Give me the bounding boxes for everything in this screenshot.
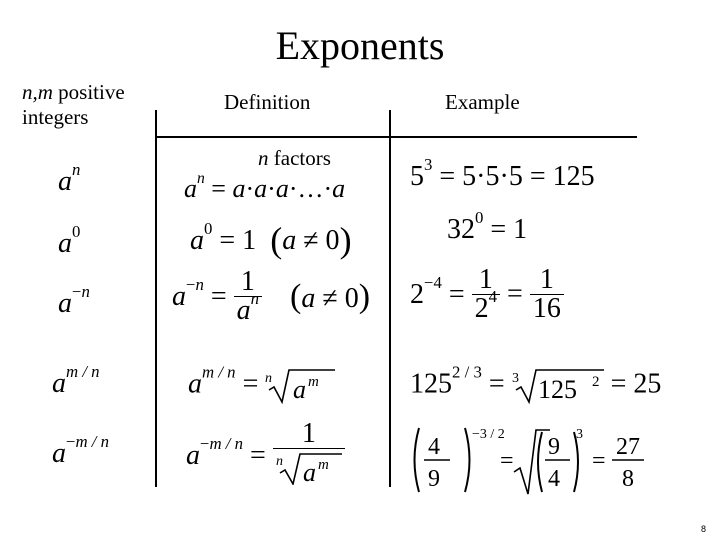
svg-text:125: 125 (537, 375, 577, 404)
svg-text:27: 27 (616, 434, 640, 460)
svg-text:a: a (293, 375, 307, 404)
svg-text:3: 3 (576, 427, 583, 442)
svg-text:4: 4 (548, 466, 560, 492)
svg-text:4: 4 (428, 434, 440, 460)
svg-text:m: m (308, 374, 320, 390)
row-2-example: $32^0 = 1$ (447, 207, 528, 245)
row-1-example: $5^3 = 5\cdot 5\cdot 5 = 125$ (410, 154, 595, 192)
row-5-expression: $a^{-m / n}$ (52, 431, 110, 469)
row-1-expression: $a^n$ (58, 159, 81, 197)
row-4-example: $125^{2 / 3}$ = 3 125 2 = 25 (410, 362, 662, 404)
page-number: 8 (700, 524, 706, 534)
nth-root-symbol (265, 368, 335, 404)
svg-text:n: n (265, 371, 273, 386)
row-4-expression: $a^{m / n}$ (52, 361, 100, 399)
row-3-expression: $a^{-n}$ (58, 281, 90, 319)
header-definition: Definition (224, 90, 311, 114)
svg-text:9: 9 (428, 466, 440, 492)
svg-text:a: a (302, 458, 316, 485)
header-positive: positive (52, 80, 125, 104)
row-5-definition: $a^{-m / n}$ = 1 n a m (186, 420, 345, 491)
row-1-definition: $a^n$ = a·a·a·…·a (184, 169, 346, 203)
header-column-1 (22, 80, 125, 130)
svg-text:=: = (500, 448, 514, 474)
svg-text:n: n (275, 454, 283, 469)
header-vars: n,m (22, 80, 53, 104)
svg-text:2: 2 (591, 374, 600, 390)
row-5-example-formula (410, 424, 650, 496)
row-5-example (410, 424, 650, 501)
header-rule (155, 136, 637, 138)
svg-text:8: 8 (622, 466, 634, 492)
column-divider-1 (155, 110, 157, 487)
svg-text:9: 9 (548, 434, 560, 460)
row-2-definition: $a^0 = 1$ (a ≠ 0) (190, 218, 352, 260)
header-integers: integers (22, 105, 89, 129)
n-factors-var: n (258, 146, 269, 170)
nth-root-symbol (276, 451, 342, 485)
row-2-expression: $a^0$ (58, 221, 81, 259)
row-3-example: $2^{-4}$ = $\frac{1}{2^4}$ = $\frac{1}{16}$ (410, 266, 564, 323)
svg-text:m: m (317, 457, 329, 473)
cube-root-symbol (512, 368, 604, 404)
row-3-definition: $a^{-n}$ = $\frac{1}{a^n}$ (a ≠ 0) (172, 266, 371, 326)
header-example: Example (445, 90, 520, 114)
column-divider-2 (389, 110, 391, 487)
n-factors-text: factors (268, 146, 331, 170)
svg-text:−3 / 2: −3 / 2 (472, 427, 505, 442)
svg-text:=: = (592, 448, 606, 474)
n-factors-label (258, 146, 331, 171)
row-4-definition: $a^{m / n}$ = n a m (188, 368, 335, 404)
svg-text:3: 3 (511, 371, 519, 386)
slide-title: Exponents (275, 23, 445, 68)
